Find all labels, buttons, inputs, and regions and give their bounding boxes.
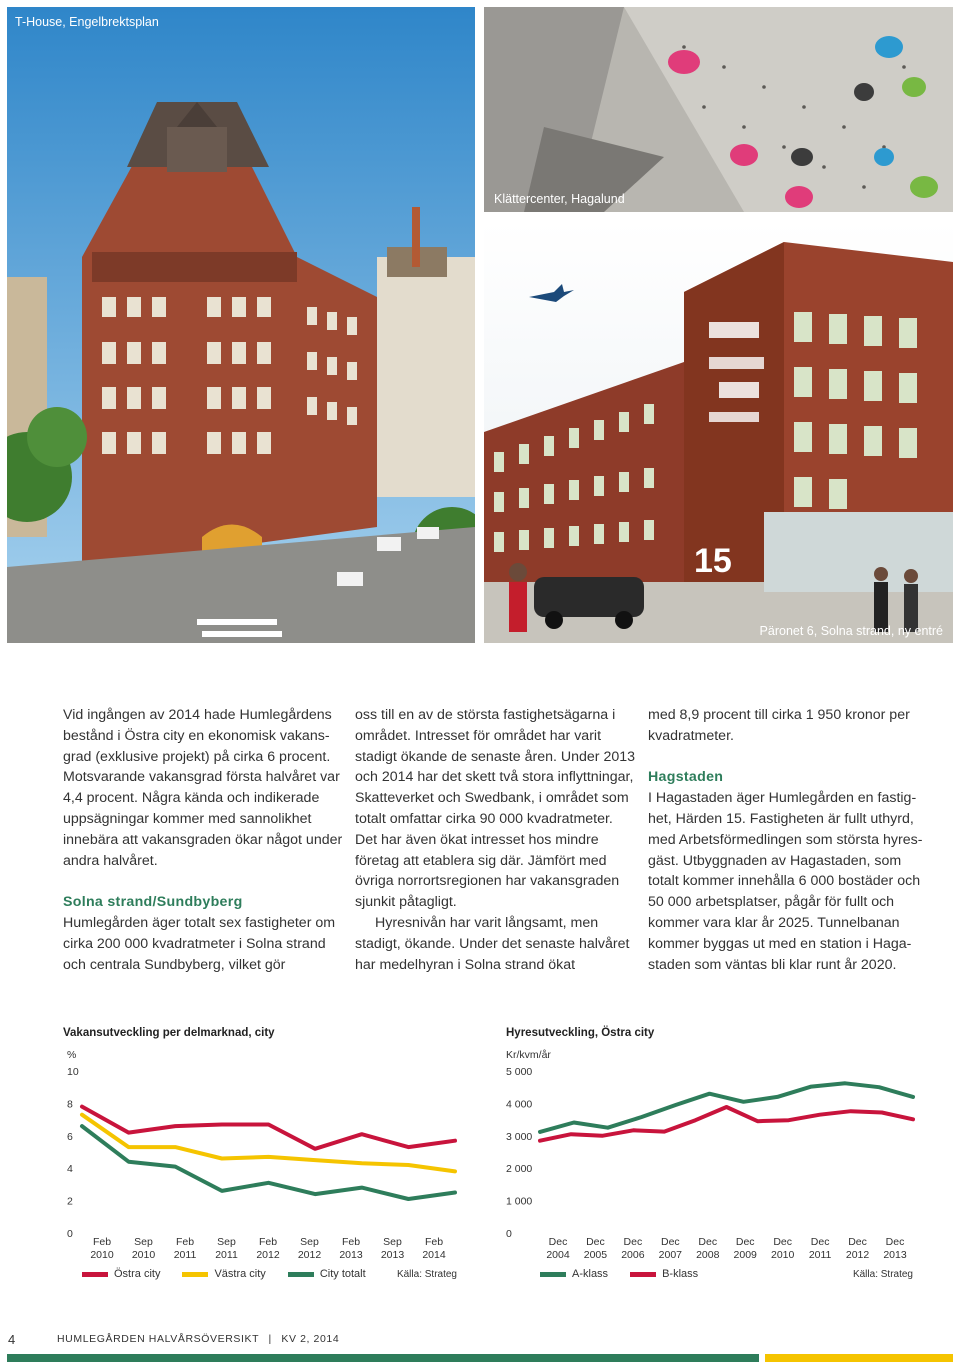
y-tick-label: 4 <box>67 1163 73 1176</box>
legend-label: A-klass <box>572 1268 609 1280</box>
text-column-3 <box>648 705 928 975</box>
paragraph: oss till en av de största fastighetsägarna i området. Intresset för området har varit stadigt ökande de senaste åren. Under 2013 och 2014 har det skett två stora inflyttningar, Skatteverket och Swedbank, i området som totalt omfattar cirka 90 000 kvadratmeter. Det har även ökat intresset hos mindre företag att etablera sig där. Jämfört med övriga norrortsregionen har vakansgraden sjunkit påtagligt. <box>355 707 636 911</box>
chart-title: Vakansutveckling per delmarknad, city <box>63 1027 275 1039</box>
y-tick-label: 2 000 <box>506 1163 533 1176</box>
legend-label: Västra city <box>214 1268 266 1280</box>
x-tick-label: 2009 <box>733 1249 757 1261</box>
text-column-1 <box>63 705 343 975</box>
rent-chart <box>500 1040 920 1270</box>
separator: | <box>268 1333 272 1345</box>
x-tick-label: Feb <box>258 1236 278 1248</box>
y-tick-label: 3 000 <box>506 1130 533 1143</box>
x-tick-label: Sep <box>383 1236 402 1248</box>
photo-paronet <box>484 222 953 643</box>
x-tick-label: Feb <box>424 1236 444 1248</box>
x-tick-label: 2012 <box>256 1249 280 1261</box>
photo-caption: Klättercenter, Hagalund <box>494 192 625 206</box>
x-tick-label: Dec <box>735 1236 755 1248</box>
legend-item <box>540 1268 608 1280</box>
x-tick-label: 2007 <box>658 1249 683 1261</box>
series-line-0 <box>82 1107 455 1149</box>
x-tick-label: Dec <box>773 1236 793 1248</box>
legend-item <box>288 1268 366 1280</box>
x-tick-label: Sep <box>217 1236 236 1248</box>
series-line-2 <box>82 1126 455 1199</box>
x-tick-label: 2013 <box>339 1249 363 1261</box>
chart-legend <box>82 1268 457 1280</box>
x-tick-label: 2011 <box>173 1249 197 1261</box>
chart-source: Källa: Strateg <box>852 1268 913 1280</box>
x-tick-label: 2012 <box>297 1249 322 1261</box>
y-tick-label: 10 <box>67 1066 79 1078</box>
publication-issue: KV 2, 2014 <box>281 1333 340 1345</box>
legend-item <box>182 1268 265 1280</box>
x-tick-label: 2011 <box>215 1249 238 1261</box>
y-axis-unit: % <box>67 1049 77 1061</box>
y-tick-label: 0 <box>506 1228 512 1240</box>
x-tick-label: 2005 <box>583 1249 608 1261</box>
x-tick-label: Dec <box>660 1236 680 1248</box>
x-tick-label: Dec <box>810 1236 830 1248</box>
x-tick-label: 2012 <box>845 1249 870 1261</box>
paronet-building-illustration <box>484 222 953 643</box>
paragraph: med 8,9 procent till cirka 1 950 kronor per kvadratmeter. <box>648 707 910 744</box>
footer-stripe-green <box>7 1354 759 1362</box>
x-tick-label: Dec <box>623 1236 643 1248</box>
legend-label: Östra city <box>114 1268 161 1280</box>
x-tick-label: 2013 <box>883 1249 907 1261</box>
section-heading: Hagstaden <box>648 769 724 786</box>
building-number: 15 <box>694 542 732 580</box>
publication-title: HUMLEGÅRDEN HALVÅRSÖVERSIKT <box>57 1333 259 1345</box>
x-tick-label: Feb <box>341 1236 361 1248</box>
y-tick-label: 1 000 <box>506 1195 533 1208</box>
legend-label: City totalt <box>319 1268 366 1280</box>
x-tick-label: Feb <box>175 1236 195 1248</box>
legend-swatch-a-klass <box>540 1272 566 1277</box>
y-tick-label: 6 <box>67 1130 73 1143</box>
y-tick-label: 2 <box>67 1195 73 1208</box>
x-tick-label: 2004 <box>546 1249 570 1261</box>
publication-name <box>57 1333 339 1345</box>
text-column-2 <box>355 705 635 975</box>
legend-item <box>82 1268 160 1280</box>
paragraph: I Hagastaden äger Humlegården en fastighet, Härden 15. Fastigheten är fullt uthyrd, med Arbetsförmedlingen som största hyresgäst. Utbyggnaden av Hagastaden, som totalt kommer innehålla 6 000 bostäder och 50 000 arbetsplatser, pågår för fullt och kommer vara klar år 2025. Tunnelbanan kommer byggas ut med en station i Hagastaden som väntas bli klar runt år 2020. <box>648 790 923 973</box>
x-tick-label: 2010 <box>90 1249 114 1261</box>
legend-swatch-b-klass <box>630 1272 656 1277</box>
page-number: 4 <box>8 1332 16 1347</box>
x-tick-label: 2013 <box>380 1249 405 1261</box>
legend-swatch-vastra <box>182 1272 208 1277</box>
photo-t-house <box>7 7 475 643</box>
paragraph: Vid ingången av 2014 hade Humlegårdens bestånd i Östra city en ekonomisk vakansgrad (exklusive projekt) på cirka 6 procent. Motsvarande vakansgrad första halvåret var 4,4 procent. Några kända och indikerade uppsägningar kommer med sannolikhet innebära att vakansgraden ökar något under andra halvåret. <box>63 707 343 869</box>
chart-source: Källa: Strateg <box>396 1268 457 1280</box>
vacancy-chart <box>55 1040 465 1270</box>
x-tick-label: 2008 <box>696 1249 720 1261</box>
x-tick-label: Sep <box>134 1236 153 1248</box>
x-tick-label: Sep <box>300 1236 319 1248</box>
photo-caption: T-House, Engelbrektsplan <box>15 15 159 29</box>
x-tick-label: Dec <box>885 1236 905 1248</box>
y-tick-label: 8 <box>67 1098 73 1111</box>
legend-swatch-city <box>288 1272 314 1277</box>
x-tick-label: Feb <box>92 1236 112 1248</box>
t-house-illustration <box>7 7 475 643</box>
climbing-wall-illustration <box>484 7 953 212</box>
chart-title: Hyresutveckling, Östra city <box>506 1027 655 1039</box>
x-tick-label: Dec <box>548 1236 568 1248</box>
legend-swatch-ostra <box>82 1272 108 1277</box>
legend-item <box>630 1268 698 1280</box>
x-tick-label: 2010 <box>770 1249 795 1261</box>
x-tick-label: Dec <box>586 1236 605 1248</box>
x-tick-label: 2011 <box>808 1249 832 1261</box>
photo-klattercenter <box>484 7 953 212</box>
x-tick-label: 2014 <box>422 1249 446 1261</box>
x-tick-label: Dec <box>848 1236 867 1248</box>
x-tick-label: Dec <box>698 1236 718 1248</box>
paragraph: Hyresnivån har varit långsamt, men stadigt, ökande. Under det senaste halvåret har medelhyran i Solna strand ökat <box>355 914 630 973</box>
x-tick-label: 2010 <box>131 1249 156 1261</box>
y-axis-unit: Kr/kvm/år <box>506 1049 551 1061</box>
y-tick-label: 4 000 <box>506 1098 533 1111</box>
chart-legend <box>540 1268 913 1280</box>
section-heading: Solna strand/Sundbyberg <box>63 894 243 911</box>
y-tick-label: 5 000 <box>506 1066 533 1078</box>
paragraph: Humlegården äger totalt sex fastigheter om cirka 200 000 kvadratmeter i Solna strand och centrala Sundbyberg, vilket gör <box>63 914 336 973</box>
x-tick-label: 2006 <box>621 1249 645 1261</box>
footer-stripe-yellow <box>765 1354 953 1362</box>
legend-label: B-klass <box>662 1268 699 1280</box>
y-tick-label: 0 <box>67 1228 73 1240</box>
photo-caption: Päronet 6, Solna strand, ny entré <box>759 624 943 638</box>
series-line-1 <box>540 1107 913 1141</box>
